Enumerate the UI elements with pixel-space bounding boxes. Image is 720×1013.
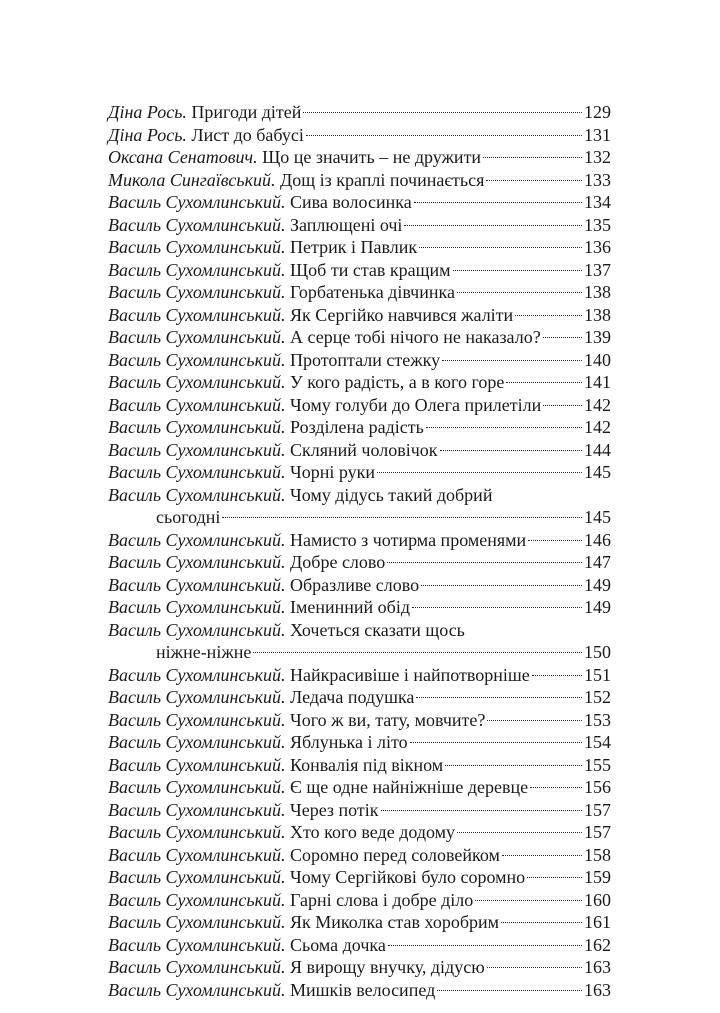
toc-page-number: 138 bbox=[584, 304, 611, 325]
toc-page-number: 155 bbox=[584, 754, 611, 775]
toc-title: Хочеться сказати щось bbox=[285, 619, 465, 640]
toc-entry-line bbox=[108, 844, 611, 867]
toc-dot-leader bbox=[404, 225, 582, 226]
toc-entry-line bbox=[108, 731, 611, 754]
toc-entry bbox=[108, 619, 611, 664]
toc-author: Василь Сухомлинський. bbox=[108, 552, 286, 572]
toc-title: У кого радість, а в кого горе bbox=[285, 372, 505, 392]
toc-entry-line bbox=[108, 754, 611, 777]
toc-entry bbox=[108, 709, 611, 732]
toc-title: Скляний чоловічок bbox=[285, 439, 438, 460]
toc-entry-line bbox=[108, 866, 611, 889]
toc-title: Чого ж ви, тату, мовчите? bbox=[285, 709, 486, 730]
toc-author: Василь Сухомлинський. bbox=[108, 844, 286, 865]
toc-entry bbox=[108, 259, 611, 282]
toc-dot-leader bbox=[487, 720, 582, 721]
toc-author: Василь Сухомлинський. bbox=[108, 934, 286, 955]
toc-entry bbox=[108, 191, 611, 214]
toc-dot-leader bbox=[483, 157, 582, 158]
toc-entry bbox=[108, 281, 611, 304]
toc-entry bbox=[108, 326, 611, 349]
toc-dot-leader bbox=[419, 247, 582, 248]
toc-entry bbox=[108, 416, 611, 439]
toc-title: Заплющені очі bbox=[285, 214, 403, 235]
toc-dot-leader bbox=[475, 900, 582, 901]
toc-entry bbox=[108, 596, 611, 619]
toc-page-number: 142 bbox=[584, 394, 611, 415]
toc-entry bbox=[108, 889, 611, 912]
toc-dot-leader bbox=[530, 787, 582, 788]
toc-author: Василь Сухомлинський. bbox=[108, 822, 286, 842]
toc-author: Василь Сухомлинський. bbox=[108, 259, 286, 280]
toc-title: Лист до бабусі bbox=[186, 124, 304, 145]
toc-page-number: 140 bbox=[584, 349, 611, 370]
toc-page-number: 153 bbox=[584, 709, 611, 730]
toc-author: Василь Сухомлинський. bbox=[108, 417, 286, 437]
toc-title: Яблунька і літо bbox=[285, 732, 408, 752]
toc-page-number: 163 bbox=[584, 957, 611, 977]
toc-page-number: 144 bbox=[584, 439, 611, 460]
toc-entry-line bbox=[108, 619, 611, 642]
toc-entry bbox=[108, 776, 611, 799]
toc-dot-leader bbox=[528, 540, 582, 541]
toc-entry bbox=[108, 394, 611, 417]
toc-author: Василь Сухомлинський. bbox=[108, 192, 286, 212]
toc-entry bbox=[108, 731, 611, 754]
toc-title: Сьома дочка bbox=[285, 934, 386, 955]
toc-entry-line bbox=[108, 439, 611, 462]
toc-author: Василь Сухомлинський. bbox=[108, 349, 286, 370]
toc-dot-leader bbox=[445, 765, 582, 766]
toc-title: Як Миколка став хоробрим bbox=[285, 912, 500, 932]
toc-title: Дощ із краплі починається bbox=[275, 169, 485, 190]
toc-entry-line bbox=[108, 416, 611, 439]
toc-entry bbox=[108, 574, 611, 597]
toc-entry-line bbox=[108, 349, 611, 372]
toc-entry-line bbox=[108, 686, 611, 709]
toc-title-continued: ніжне-ніжне bbox=[156, 642, 252, 662]
toc-entry bbox=[108, 911, 611, 934]
toc-title: Петрик і Павлик bbox=[285, 237, 418, 257]
toc-entry-line bbox=[108, 484, 611, 507]
toc-author: Василь Сухомлинський. bbox=[108, 912, 286, 932]
toc-dot-leader bbox=[387, 562, 582, 563]
toc-title: Що це значить – не дружити bbox=[257, 147, 482, 167]
toc-author: Діна Рось. bbox=[108, 124, 187, 145]
toc-page-number: 146 bbox=[584, 529, 611, 550]
toc-entry bbox=[108, 934, 611, 957]
toc-author: Василь Сухомлинський. bbox=[108, 732, 286, 752]
toc-title: Добре слово bbox=[285, 552, 386, 572]
toc-entry bbox=[108, 551, 611, 574]
toc-entry bbox=[108, 529, 611, 552]
toc-dot-leader bbox=[457, 832, 582, 833]
toc-author: Василь Сухомлинський. bbox=[108, 372, 286, 392]
toc-entry bbox=[108, 979, 611, 1002]
toc-dot-leader bbox=[527, 877, 582, 878]
toc-author: Василь Сухомлинський. bbox=[108, 394, 286, 415]
toc-page-number: 132 bbox=[584, 147, 611, 167]
toc-author: Василь Сухомлинський. bbox=[108, 484, 286, 505]
toc-dot-leader bbox=[543, 405, 582, 406]
toc-entry bbox=[108, 866, 611, 889]
toc-entry-line bbox=[108, 956, 611, 979]
toc-title: Є ще одне найніжніше деревце bbox=[285, 777, 529, 797]
toc-page-number: 141 bbox=[584, 372, 611, 392]
toc-entry-line bbox=[108, 326, 611, 349]
toc-dot-leader bbox=[303, 112, 582, 113]
toc-title: Як Сергійко навчився жаліти bbox=[285, 304, 514, 325]
toc-entry bbox=[108, 236, 611, 259]
toc-dot-leader bbox=[410, 742, 582, 743]
toc-entry-line bbox=[108, 709, 611, 732]
toc-entry-line-continued bbox=[108, 506, 611, 529]
toc-dot-leader bbox=[426, 427, 582, 428]
toc-title: Мишків велосипед bbox=[285, 979, 436, 1000]
toc-dot-leader bbox=[253, 652, 582, 653]
toc-page-number: 142 bbox=[584, 417, 611, 437]
toc-entry-line bbox=[108, 394, 611, 417]
toc-author: Василь Сухомлинський. bbox=[108, 327, 286, 347]
toc-author: Василь Сухомлинський. bbox=[108, 889, 286, 910]
toc-page-number: 137 bbox=[584, 259, 611, 280]
toc-entry bbox=[108, 461, 611, 484]
toc-entry-line bbox=[108, 529, 611, 552]
toc-entry-line bbox=[108, 191, 611, 214]
toc-page-number: 157 bbox=[584, 822, 611, 842]
toc-page-number: 145 bbox=[584, 462, 611, 482]
toc-entry-line bbox=[108, 596, 611, 619]
toc-entry-line bbox=[108, 889, 611, 912]
toc-entry-line bbox=[108, 821, 611, 844]
toc-dot-leader bbox=[381, 810, 582, 811]
toc-entry bbox=[108, 349, 611, 372]
toc-entry-line bbox=[108, 236, 611, 259]
toc-author: Василь Сухомлинський. bbox=[108, 687, 286, 707]
toc-author: Василь Сухомлинський. bbox=[108, 979, 286, 1000]
table-of-contents bbox=[108, 101, 611, 1001]
toc-page-number: 139 bbox=[584, 327, 611, 347]
toc-page-number: 149 bbox=[584, 574, 611, 595]
toc-author: Микола Сингаївський. bbox=[108, 169, 276, 190]
toc-author: Василь Сухомлинський. bbox=[108, 777, 286, 797]
toc-title: Чорні руки bbox=[285, 462, 375, 482]
toc-author: Діна Рось. bbox=[108, 102, 187, 122]
toc-dot-leader bbox=[501, 922, 582, 923]
toc-entry bbox=[108, 146, 611, 169]
toc-author: Василь Сухомлинський. bbox=[108, 214, 286, 235]
toc-dot-leader bbox=[414, 202, 582, 203]
toc-page-number: 131 bbox=[584, 124, 611, 145]
toc-page-number: 133 bbox=[584, 169, 611, 190]
toc-entry-line bbox=[108, 911, 611, 934]
toc-entry-line bbox=[108, 304, 611, 327]
toc-dot-leader bbox=[440, 450, 582, 451]
toc-author: Василь Сухомлинський. bbox=[108, 619, 286, 640]
toc-entry-line bbox=[108, 169, 611, 192]
toc-author: Василь Сухомлинський. bbox=[108, 304, 286, 325]
toc-entry-line bbox=[108, 281, 611, 304]
toc-entry bbox=[108, 101, 611, 124]
toc-title: Ледача подушка bbox=[285, 687, 415, 707]
toc-dot-leader bbox=[416, 697, 582, 698]
toc-dot-leader bbox=[506, 382, 582, 383]
toc-dot-leader bbox=[532, 675, 582, 676]
toc-dot-leader bbox=[388, 945, 582, 946]
toc-entry-line bbox=[108, 934, 611, 957]
toc-author: Василь Сухомлинський. bbox=[108, 462, 286, 482]
toc-page-number: 136 bbox=[584, 237, 611, 257]
toc-entry bbox=[108, 124, 611, 147]
toc-dot-leader bbox=[421, 585, 582, 586]
toc-page-number: 160 bbox=[584, 889, 611, 910]
toc-entry-line bbox=[108, 214, 611, 237]
toc-dot-leader bbox=[502, 855, 582, 856]
toc-title: Щоб ти став кращим bbox=[285, 259, 451, 280]
toc-title: А серце тобі нічого не наказало? bbox=[285, 327, 541, 347]
toc-title: Найкрасивіше і найпотворніше bbox=[285, 664, 530, 685]
toc-entry bbox=[108, 686, 611, 709]
toc-title: Конвалія під вікном bbox=[285, 754, 444, 775]
toc-author: Василь Сухомлинський. bbox=[108, 237, 286, 257]
toc-author: Василь Сухомлинський. bbox=[108, 664, 286, 685]
toc-page-number: 129 bbox=[584, 102, 611, 122]
toc-page-number: 154 bbox=[584, 732, 611, 752]
toc-author: Василь Сухомлинський. bbox=[108, 529, 286, 550]
toc-entry-line bbox=[108, 146, 611, 169]
toc-dot-leader bbox=[437, 990, 582, 991]
toc-entry bbox=[108, 304, 611, 327]
toc-entry bbox=[108, 799, 611, 822]
toc-entry-line bbox=[108, 551, 611, 574]
toc-page-number: 147 bbox=[584, 552, 611, 572]
toc-page-number: 156 bbox=[584, 777, 611, 797]
toc-title-continued: сьогодні bbox=[156, 507, 221, 527]
toc-author: Василь Сухомлинський. bbox=[108, 867, 286, 887]
toc-page-number: 162 bbox=[584, 934, 611, 955]
toc-author: Василь Сухомлинський. bbox=[108, 957, 286, 977]
toc-title: Чому голуби до Олега прилетіли bbox=[285, 394, 542, 415]
toc-author: Василь Сухомлинський. bbox=[108, 754, 286, 775]
toc-dot-leader bbox=[453, 270, 582, 271]
toc-page-number: 157 bbox=[584, 799, 611, 820]
toc-entry bbox=[108, 371, 611, 394]
toc-page-number: 163 bbox=[584, 979, 611, 1000]
toc-entry bbox=[108, 844, 611, 867]
toc-title: Горбатенька дівчинка bbox=[285, 282, 455, 302]
toc-title: Гарні слова і добре діло bbox=[285, 889, 474, 910]
toc-page-number: 138 bbox=[584, 282, 611, 302]
toc-entry bbox=[108, 484, 611, 529]
toc-title: Розділена радість bbox=[285, 417, 424, 437]
toc-entry-line bbox=[108, 124, 611, 147]
toc-dot-leader bbox=[306, 135, 582, 136]
toc-entry-line bbox=[108, 664, 611, 687]
toc-author: Василь Сухомлинський. bbox=[108, 799, 286, 820]
toc-author: Василь Сухомлинський. bbox=[108, 709, 286, 730]
toc-title: Сива волосинка bbox=[285, 192, 412, 212]
toc-page-number: 159 bbox=[584, 867, 611, 887]
toc-title: Іменинний обід bbox=[285, 597, 411, 617]
toc-dot-leader bbox=[442, 360, 582, 361]
toc-entry-line bbox=[108, 776, 611, 799]
toc-title: Хто кого веде додому bbox=[285, 822, 456, 842]
toc-dot-leader bbox=[543, 337, 582, 338]
toc-dot-leader bbox=[377, 472, 582, 473]
toc-title: Через потік bbox=[285, 799, 379, 820]
toc-entry-line bbox=[108, 799, 611, 822]
toc-title: Чому Сергійкові було соромно bbox=[285, 867, 526, 887]
toc-page-number: 161 bbox=[584, 912, 611, 932]
toc-title: Я вирощу внучку, дідусю bbox=[285, 957, 485, 977]
toc-entry bbox=[108, 439, 611, 462]
toc-entry-line bbox=[108, 259, 611, 282]
toc-dot-leader bbox=[412, 607, 582, 608]
toc-author: Василь Сухомлинський. bbox=[108, 439, 286, 460]
toc-title: Намисто з чотирма променями bbox=[285, 529, 527, 550]
toc-entry bbox=[108, 214, 611, 237]
toc-title: Чому дідусь такий добрий bbox=[285, 484, 493, 505]
toc-page-number: 152 bbox=[584, 687, 611, 707]
toc-page-number: 151 bbox=[584, 664, 611, 685]
toc-entry-line-continued bbox=[108, 641, 611, 664]
toc-entry-line bbox=[108, 979, 611, 1002]
toc-page-number: 134 bbox=[584, 192, 611, 212]
toc-title: Образливе слово bbox=[285, 574, 420, 595]
toc-entry-line bbox=[108, 101, 611, 124]
toc-dot-leader bbox=[487, 967, 582, 968]
toc-dot-leader bbox=[486, 180, 582, 181]
toc-dot-leader bbox=[222, 517, 582, 518]
toc-author: Оксана Сенатович. bbox=[108, 147, 258, 167]
toc-page-number: 149 bbox=[584, 597, 611, 617]
toc-entry bbox=[108, 169, 611, 192]
toc-dot-leader bbox=[515, 315, 582, 316]
toc-page-number: 150 bbox=[584, 642, 611, 662]
toc-dot-leader bbox=[457, 292, 582, 293]
toc-entry-line bbox=[108, 371, 611, 394]
toc-entry-line bbox=[108, 574, 611, 597]
toc-title: Пригоди дітей bbox=[186, 102, 302, 122]
toc-entry bbox=[108, 956, 611, 979]
toc-author: Василь Сухомлинський. bbox=[108, 574, 286, 595]
toc-entry bbox=[108, 664, 611, 687]
toc-entry bbox=[108, 754, 611, 777]
toc-page-number: 145 bbox=[584, 507, 611, 527]
toc-title: Протоптали стежку bbox=[285, 349, 441, 370]
toc-page-number: 135 bbox=[584, 214, 611, 235]
toc-author: Василь Сухомлинський. bbox=[108, 597, 286, 617]
toc-entry bbox=[108, 821, 611, 844]
toc-entry-line bbox=[108, 461, 611, 484]
toc-page-number: 158 bbox=[584, 844, 611, 865]
toc-author: Василь Сухомлинський. bbox=[108, 282, 286, 302]
toc-title: Соромно перед соловейком bbox=[285, 844, 500, 865]
